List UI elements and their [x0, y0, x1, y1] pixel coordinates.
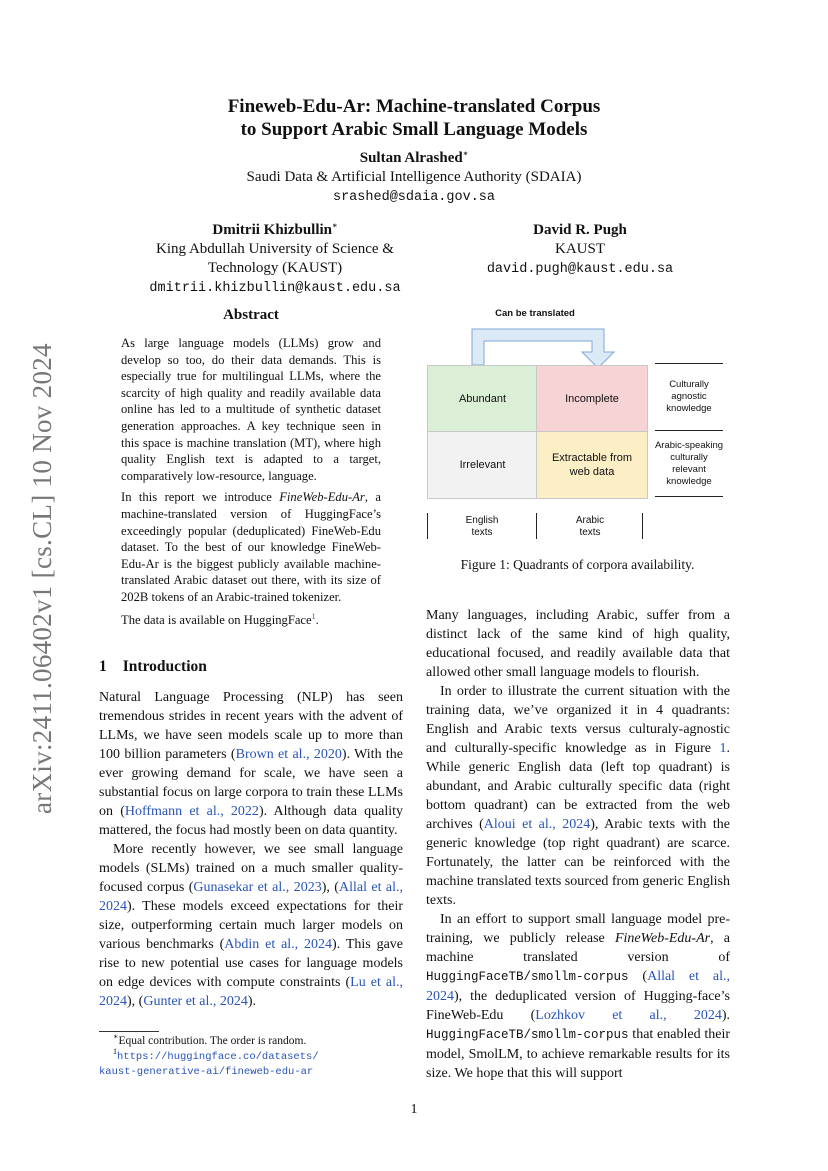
footnotes: [99, 1034, 409, 1080]
abstract-paragraph-1: As large language models (LLMs) grow and develop so too, do their data demands. This is especially true for multilingual LLMs, where the scarcity of high quality and readily available data online has led to a multitude of synthetic dataset generation approaches. A key technique seen in this space is machine translation (MT), where high quality English text is adapted to a target, comparatively low-resource, language.: [121, 336, 381, 483]
abstract-body: [121, 335, 381, 628]
side-label-top: Culturally agnostic knowledge: [666, 379, 712, 414]
intro-text: [99, 688, 403, 1011]
side-rule-bottom: [655, 496, 723, 497]
bottom-rule-right: [642, 513, 643, 539]
footnote-equal-contribution: ∗Equal contribution. The order is random.: [113, 1032, 307, 1047]
dataset-link-line1[interactable]: https://huggingface.co/datasets/: [117, 1051, 319, 1063]
author-affiliation: KAUST: [554, 241, 605, 257]
author-block-2: Dmitrii Khizbullin∗ King Abdullah University of Science & Technology (KAUST) dmitrii.khizbullin@kaust.edu.sa: [110, 221, 440, 299]
page-number: 1: [410, 1102, 418, 1117]
citation[interactable]: Brown et al., 2020: [235, 747, 342, 762]
bottom-rule-left: [427, 513, 428, 539]
title-line-1: Fineweb-Edu-Ar: Machine-translated Corpus: [227, 96, 601, 117]
author-email[interactable]: dmitrii.khizbullin@kaust.edu.sa: [149, 281, 401, 296]
author-block-1: Sultan Alrashed∗ Saudi Data & Artificial Intelligence Authority (SDAIA) srashed@sdaia.gov.sa: [0, 149, 828, 208]
author-affiliation-line2: Technology (KAUST): [207, 260, 343, 276]
citation[interactable]: Allal et al., 2024: [99, 880, 404, 914]
abstract-heading: Abstract: [223, 307, 279, 323]
right-paragraph-3: In an effort to support small language model pre-training, we publicly release FineWeb-Edu-Ar, a machine translated version of HuggingFaceTB/smollm-corpus (Allal et al., 2024), the deduplicated version of Hugging-face’s FineWeb-Edu (Lozhkov et al., 2024). HuggingFaceTB/smollm-corpus that enabled their model, SmolLM, to achieve remarkable results for its size. We hope that this will support: [426, 912, 731, 1081]
quadrant-bottom-right: Extractable from web data: [536, 431, 648, 499]
right-paragraph-2: In order to illustrate the current situation with the training data, we’ve organized it in 4 quadrants: English and Arabic texts versus culturaly-agnostic and culturally-specific knowledge as in Figure 1. While generic English data (left top quadrant) is abundant, and Arabic culturally specific data (right bottom quadrant) can be extracted from the web archives (Aloui et al., 2024), Arabic texts with the generic knowledge (top right quadrant) are scarce. Fortunately, the latter can be reinforced with the machine translated texts sourced from generic English texts.: [426, 684, 731, 908]
side-label-bottom: Arabic-speaking culturally relevant knowledge: [654, 440, 724, 487]
author-name: Dmitrii Khizbullin: [212, 222, 333, 238]
right-column-text: [426, 606, 730, 1083]
author-email[interactable]: david.pugh@kaust.edu.sa: [486, 262, 674, 277]
figure-caption: Figure 1: Quadrants of corpora availability.: [460, 557, 695, 572]
citation[interactable]: Abdin et al., 2024: [224, 937, 333, 952]
figure-ref[interactable]: 1: [719, 741, 727, 756]
author-name: Sultan Alrashed: [359, 150, 463, 166]
figure-quadrants: [420, 302, 740, 552]
arxiv-identifier: arXiv:2411.06402v1 [cs.CL] 10 Nov 2024: [27, 343, 57, 814]
citation[interactable]: Gunasekar et al., 2023: [193, 880, 322, 895]
citation[interactable]: Allal et al., 2024: [426, 969, 730, 1004]
right-paragraph-1: Many languages, including Arabic, suffer from a distinct lack of the same kind of high quality, educational focused, and readily available data that allowed other small language models to flourish.: [426, 608, 730, 680]
side-rule-top: [655, 363, 723, 364]
citation[interactable]: Hoffmann et al., 2022: [124, 804, 259, 819]
arrow-label: Can be translated: [495, 308, 575, 319]
footnote-ref[interactable]: 1: [311, 611, 316, 621]
dataset-link-line2[interactable]: kaust-generative-ai/fineweb-edu-ar: [99, 1066, 314, 1078]
bottom-rule-middle: [536, 513, 537, 539]
intro-paragraph-2: More recently however, we see small language models (SLMs) trained on a much smaller quality-focused corpus (Gunasekar et al., 2023), (Allal et al., 2024). These models exceed expectations for their size, outperforming certain much larger models on various benchmarks (Abdin et al., 2024). This gave rise to new potential use cases for language models on edge devices with compute constraints (Lu et al., 2024), (Gunter et al., 2024).: [99, 842, 404, 1009]
bottom-label-arabic: Arabic texts: [575, 515, 605, 538]
author-affiliation: Saudi Data & Artificial Intelligence Authority (SDAIA): [246, 169, 582, 185]
citation[interactable]: Lozhkov et al., 2024: [535, 1008, 722, 1023]
code-name: HuggingFaceTB/smollm-corpus: [426, 970, 629, 984]
paper-title: [0, 95, 828, 141]
citation[interactable]: Lu et al., 2024: [99, 975, 404, 1009]
side-rule-middle: [655, 430, 723, 431]
quadrant-top-left: Abundant: [427, 365, 538, 433]
author-affiliation-line1: King Abdullah University of Science &: [156, 241, 394, 257]
footnote-url: $^1$https://huggingface.co/datasets/: [113, 1047, 319, 1063]
author-block-3: [430, 221, 730, 280]
citation[interactable]: Gunter et al., 2024: [143, 994, 248, 1009]
abstract-paragraph-3: The data is available on HuggingFace$^1$.: [121, 611, 319, 627]
citation[interactable]: Aloui et al., 2024: [483, 817, 591, 832]
quadrant-top-right: Incomplete: [536, 365, 648, 433]
abstract-paragraph-2: In this report we introduce FineWeb-Edu-Ar, a machine-translated version of HuggingFace’s exceedingly popular (deduplicated) FineWeb-Edu dataset. To the best of our knowledge FineWeb-Edu-Ar is the biggest publicly available machine-translated Arabic dataset out there, with its size of 202B tokens of an Arabic-trained tokenizer.: [121, 490, 381, 604]
author-email[interactable]: srashed@sdaia.gov.sa: [332, 190, 496, 205]
code-name: HuggingFaceTB/smollm-corpus: [426, 1028, 629, 1042]
quadrant-bottom-left: Irrelevant: [427, 431, 538, 499]
section-heading-introduction: 1 Introduction: [99, 658, 207, 675]
footnote-rule: [99, 1031, 159, 1032]
title-line-2: to Support Arabic Small Language Models: [240, 119, 588, 140]
bottom-label-english: English texts: [465, 515, 499, 538]
author-name: David R. Pugh: [533, 222, 627, 238]
intro-paragraph-1: Natural Language Processing (NLP) has seen tremendous strides in recent years with the advent of LLMs, we have seen models scale up to more than 100 billion parameters (Brown et al., 2020). With the ever growing demand for scale, we have seen a substantial focus on large corpora to train these LLMs on (Hoffmann et al., 2022). Although data quality mattered, the focus had mostly been on data quantity.: [99, 690, 403, 838]
